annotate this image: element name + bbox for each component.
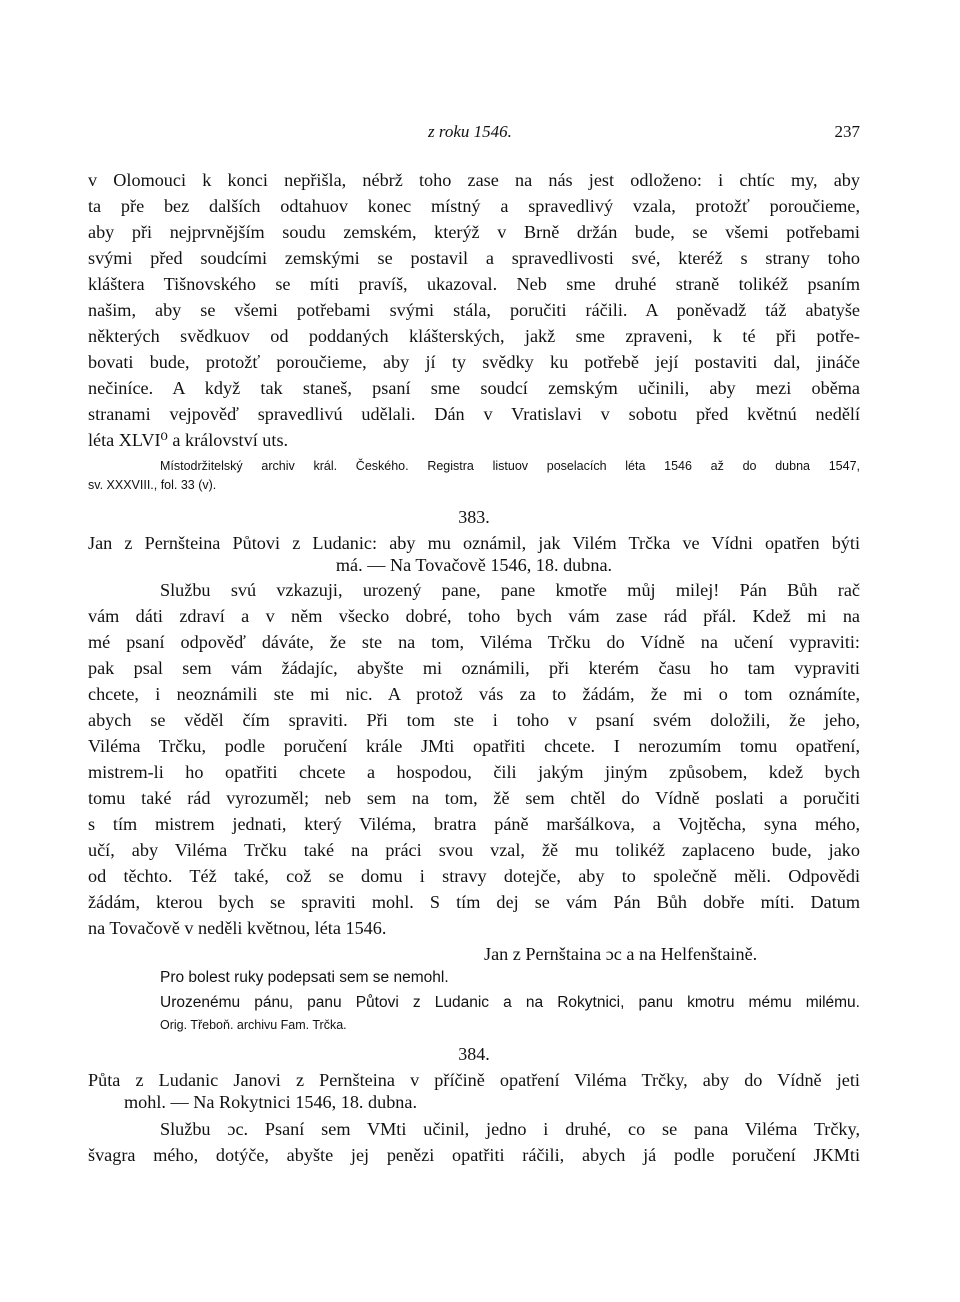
text-line: bovati bude, protožť poroučieme, aby jí ty svědky ku potřebě její postaviti dal, jináče: [88, 352, 860, 372]
text-line: ta pře bez dalších odtahuov konec místný a spravedlivý vzala, protožť poroučieme,: [88, 196, 860, 216]
postscript: Pro bolest ruky podepsati sem se nemohl.: [160, 969, 449, 986]
document-heading: Jan z Pernšteina Půtovi z Ludanic: aby mu oznámil, jak Vilém Trčka ve Vídni opatřen býti: [88, 533, 860, 553]
source-note: Místodržitelský archiv král. Českého. Registra listuov poselacích léta 1546 až do dubna 1547,: [160, 459, 860, 473]
text-line: Službu svú vzkazuji, urozený pane, pane kmotře můj milej! Pán Bůh rač: [160, 580, 860, 600]
running-title: z roku 1546.: [428, 122, 512, 141]
text-line: od těchto. Též také, což se domu i stravy dotejče, aby to společně měli. Odpovědi: [88, 866, 860, 886]
text-line: našim, aby se všemi potřebami svými stála, poručiti ráčili. A poněvadž táž abatyše: [88, 300, 860, 320]
text-line: léta XLVI⁰ a království uts.: [88, 430, 289, 450]
text-line: s tím mistrem jednati, který Viléma, bratra páně maršálkova, a Vojtěcha, syna mého,: [88, 814, 860, 834]
page-number: 237: [834, 122, 860, 141]
text-line: mistrem-li ho opatřiti chcete a hospodou, čili jakým jiným způsobem, kdež bych: [88, 762, 860, 782]
text-line: aby při nejprvnějším soudu zemském, kterýž v Brně držán bude, se všemi potřebami: [88, 222, 860, 242]
text-line: v Olomouci k konci nepřišla, nébrž toho zase na nás jest odloženo: i chtíc my, aby: [88, 170, 860, 190]
text-line: kláštera Tišnovského se míti pravíš, ukazoval. Neb sme druhé straně tolikéž psaním: [88, 274, 860, 294]
text-line: stranami vejpověď spravedlivú udělali. Dán v Vratislavi v sobotu před květnú nedělí: [88, 404, 860, 424]
text-line: nečiníce. A když tak staneš, psaní sme soudcí zemským učinili, aby mezi oběma: [88, 378, 860, 398]
document-heading: Půta z Ludanic Janovi z Pernšteina v příčině opatření Viléma Trčky, aby do Vídně jeti: [88, 1070, 860, 1090]
text-line: Viléma Trčku, podle poručení krále JMti opatřiti chcete. I nerozumím tomu opatření,: [88, 736, 860, 756]
address: Urozenému pánu, panu Půtovi z Ludanic a na Rokytnici, panu kmotru mému milému.: [160, 994, 860, 1011]
text-line: tomu také rád vyrozuměl; neb sem na tom, žě sem chtěl do Vídně poslati a poručiti: [88, 788, 860, 808]
text-line: mé psaní odpověď dáváte, že ste na tom, Viléma Trčku do Vídně na učení vypraviti:: [88, 632, 860, 652]
document-heading: mohl. — Na Rokytnici 1546, 18. dubna.: [124, 1092, 417, 1112]
text-line: některých svědkuov od poddaných klášterských, jakž sme zpraveni, k té při potře-: [88, 326, 860, 346]
text-line: Službu ɔc. Psaní sem VMti učinil, jedno i druhé, co se pana Viléma Trčky,: [160, 1119, 860, 1139]
text-line: svými před soudcími zemskými se postavil a spravedlivosti své, kteréž s strany toho: [88, 248, 860, 268]
text-line: žádám, kterou bych se spraviti mohl. S tím dej se vám Pán Bůh dobře míti. Datum: [88, 892, 860, 912]
source-note: Orig. Třeboň. archivu Fam. Trčka.: [160, 1018, 347, 1032]
text-line: abych se věděl čím spraviti. Při tom ste i toho v psaní svém doložili, že jeho,: [88, 710, 860, 730]
text-line: pak psal sem vám žádajíc, abyšte mi oznámili, při kterém času ho tam vypraviti: [88, 658, 860, 678]
text-line: na Tovačově v neděli květnou, léta 1546.: [88, 918, 387, 938]
text-line: vám dáti zdraví a v něm všecko dobré, toho bych vám zase rád přál. Kdež mi na: [88, 606, 860, 626]
signature: Jan z Pernštaina ɔc a na Helfenštaině.: [484, 944, 758, 964]
running-head: [88, 122, 860, 144]
document-number: 383.: [458, 507, 490, 527]
document-heading: má. — Na Tovačově 1546, 18. dubna.: [335, 555, 613, 575]
text-line: chcete, i neoznámili ste mi nic. A protož vás za to žádám, že mi o tom oznámíte,: [88, 684, 860, 704]
document-number: 384.: [458, 1044, 490, 1064]
source-note: sv. XXXVIII., fol. 33 (v).: [88, 478, 217, 492]
text-line: švagra mého, dotýče, abyšte jej penězi opatřiti ráčili, abych já podle poručení JKMti: [88, 1145, 860, 1165]
text-line: učí, aby Viléma Trčku také na práci svou vzal, žě mu tolikéž zaplaceno bude, jako: [88, 840, 860, 860]
